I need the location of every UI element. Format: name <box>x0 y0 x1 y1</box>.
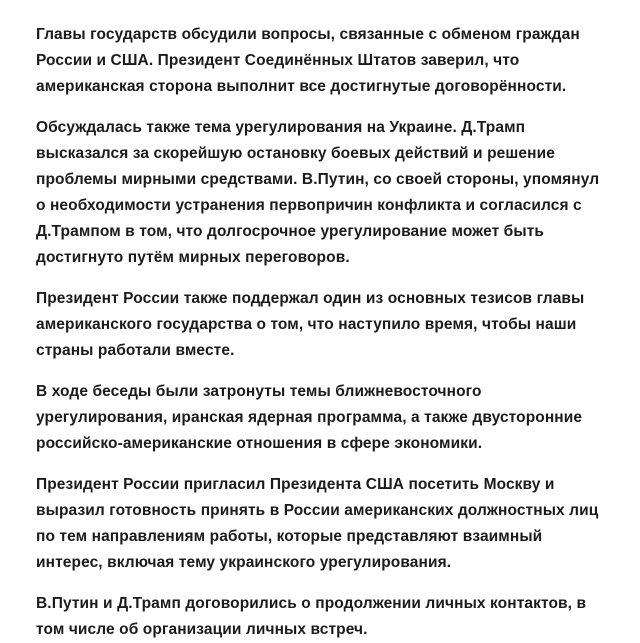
paragraph: Президент России также поддержал один из основных тезисов главы американского государства о том, что наступило время, чтобы наши страны работали вместе. <box>36 290 585 359</box>
paragraph: В ходе беседы были затронуты темы ближневосточного урегулирования, иранская ядерная программа, а также двусторонние российско-американские отношения в сфере экономики. <box>36 383 583 452</box>
paragraph: В.Путин и Д.Трамп договорились о продолжении личных контактов, в том числе об организации личных встреч. <box>36 595 587 638</box>
paragraph: Президент России пригласил Президента США посетить Москву и выразил готовность принять в России американских должностных лиц по тем направлениям работы, которые представляют взаимный интерес, включая тему украинского урегулирования. <box>36 476 599 571</box>
paragraph: Главы государств обсудили вопросы, связанные с обменом граждан России и США. Президент Соединённых Штатов заверил, что американская сторона выполнит все достигнутые договорённости. <box>36 26 580 95</box>
paragraph: Обсуждалась также тема урегулирования на Украине. Д.Трамп высказался за скорейшую остановку боевых действий и решение проблемы мирными средствами. В.Путин, со своей стороны, упомянул о необходимости устранения первопричин конфликта и согласился с Д.Трампом в том, что долгосрочное урегулирование может быть достигнуто путём мирных переговоров. <box>36 119 600 266</box>
